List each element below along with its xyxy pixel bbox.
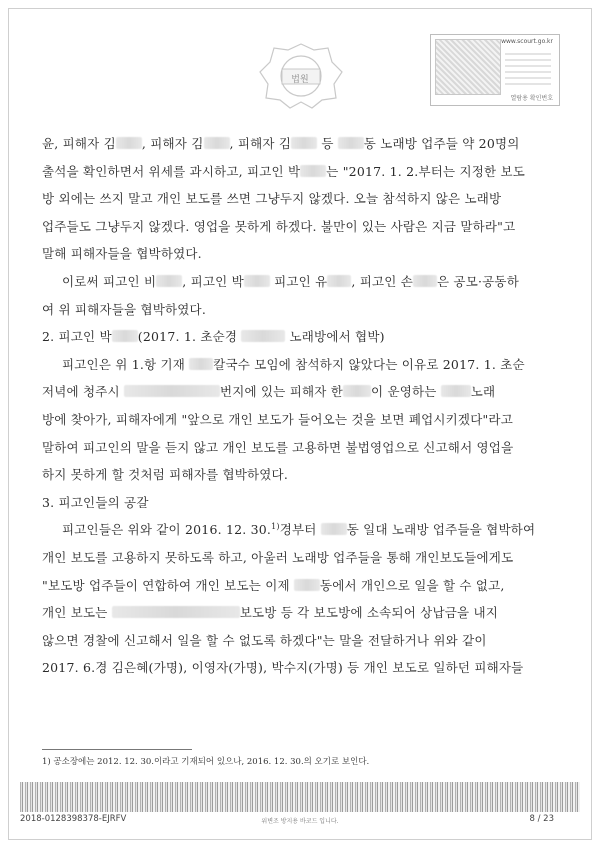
text-line: 여 위 피해자들을 협박하였다. bbox=[42, 301, 206, 317]
text-line: 방에 찾아가, 피해자에게 "앞으로 개인 보도가 들어오는 것을 보면 폐업시키겠다"라고 bbox=[42, 411, 513, 427]
text-line: 개인 보도를 고용하지 못하도록 하고, 아울러 노래방 업주들을 통해 개인보도들에게도 bbox=[42, 549, 514, 565]
text-line: 하지 못하게 할 것처럼 피해자를 협박하였다. bbox=[42, 467, 288, 483]
redaction bbox=[300, 165, 326, 177]
text-line: 윤, 피해자 김 , 피해자 김 , 피해자 김 등 동 노래방 업주들 약 20명의 bbox=[42, 136, 520, 151]
section-heading: 2. 피고인 박 (2017. 1. 초순경 노래방에서 협박) bbox=[42, 329, 385, 345]
redaction bbox=[294, 579, 320, 591]
redaction bbox=[244, 275, 270, 287]
text-line: 업주들도 그냥두지 않겠다. 영업을 못하게 하겠다. 불만이 있는 사람은 지금 말하라"고 bbox=[42, 218, 516, 234]
redaction bbox=[321, 523, 347, 535]
redaction bbox=[116, 137, 142, 149]
text-line: 말해 피해자들을 협박하였다. bbox=[42, 246, 202, 262]
text-line: 말하여 피고인의 말을 듣지 않고 개인 보도를 고용하면 불법영업으로 신고해서 영업을 bbox=[42, 439, 514, 455]
verification-pattern bbox=[505, 51, 551, 85]
footnote: 1) 공소장에는 2012. 12. 30.이라고 기재되어 있으나, 2016. 12. 30.의 오기로 보인다. bbox=[42, 757, 370, 767]
text-line: 저녁에 청주시 번지에 있는 피해자 한 이 운영하는 노래 bbox=[42, 384, 496, 400]
page-number: 8 / 23 bbox=[529, 814, 554, 824]
barcode-note: 위변조 방지용 바코드 입니다. bbox=[261, 818, 339, 825]
redaction bbox=[124, 385, 220, 397]
redaction bbox=[241, 330, 285, 342]
document-id: 2018-0128398378-EJRFV bbox=[20, 814, 127, 824]
security-barcode bbox=[20, 782, 580, 812]
section-heading: 3. 피고인들의 공갈 bbox=[42, 494, 149, 510]
text-line: 2017. 6.경 김은혜(가명), 이영자(가명), 박수지(가명) 등 개인 보도로 일하던 피해자들 bbox=[42, 660, 524, 676]
footnote-marker[interactable]: 1) bbox=[271, 522, 280, 532]
seal-label: 법원 bbox=[291, 75, 309, 85]
verification-box bbox=[430, 34, 560, 106]
redaction bbox=[291, 137, 317, 149]
footnote-rule bbox=[42, 749, 192, 750]
text-line: 개인 보도는 보도방 등 각 보도방에 소속되어 상납금을 내지 bbox=[42, 605, 499, 621]
text-line: "보도방 업주들이 연합하여 개인 보도는 이제 동에서 개인으로 일을 할 수 없고, bbox=[42, 577, 505, 593]
redaction bbox=[156, 275, 182, 287]
verification-note: 열람용 확인번호 bbox=[510, 95, 553, 102]
redaction bbox=[413, 275, 437, 287]
text-line: 피고인들은 위와 같이 2016. 12. 30.$^{1)}$경부터 동 일대 노래방 업주들을 협박하여 bbox=[62, 522, 536, 538]
redaction bbox=[189, 358, 213, 370]
verification-url: www.scourt.go.kr bbox=[501, 38, 553, 45]
text-line: 출석을 확인하면서 위세를 과시하고, 피고인 박 는 "2017. 1. 2.부터는 지정한 보도 bbox=[42, 163, 526, 179]
redaction bbox=[338, 137, 364, 149]
text-line: 않으면 경찰에 신고해서 일을 할 수 없도록 하겠다"는 말을 전달하거나 위와 같이 bbox=[42, 632, 487, 648]
redaction bbox=[343, 385, 371, 397]
text-line: 이로써 피고인 비 , 피고인 박 피고인 유 , 피고인 손 은 공모·공동하 bbox=[62, 273, 519, 289]
qr-code-icon bbox=[435, 39, 501, 95]
text-line: 방 외에는 쓰지 말고 개인 보도를 쓰면 그냥두지 않겠다. 오늘 참석하지 않은 노래방 bbox=[42, 191, 502, 207]
redaction bbox=[112, 606, 240, 618]
redaction bbox=[112, 330, 138, 342]
redaction bbox=[204, 137, 230, 149]
document-body bbox=[42, 130, 562, 682]
redaction bbox=[441, 385, 471, 397]
redaction bbox=[327, 275, 351, 287]
text-line: 피고인은 위 1.항 기재 칼국수 모임에 참석하지 않았다는 이유로 2017. 1. 초순 bbox=[62, 356, 525, 372]
